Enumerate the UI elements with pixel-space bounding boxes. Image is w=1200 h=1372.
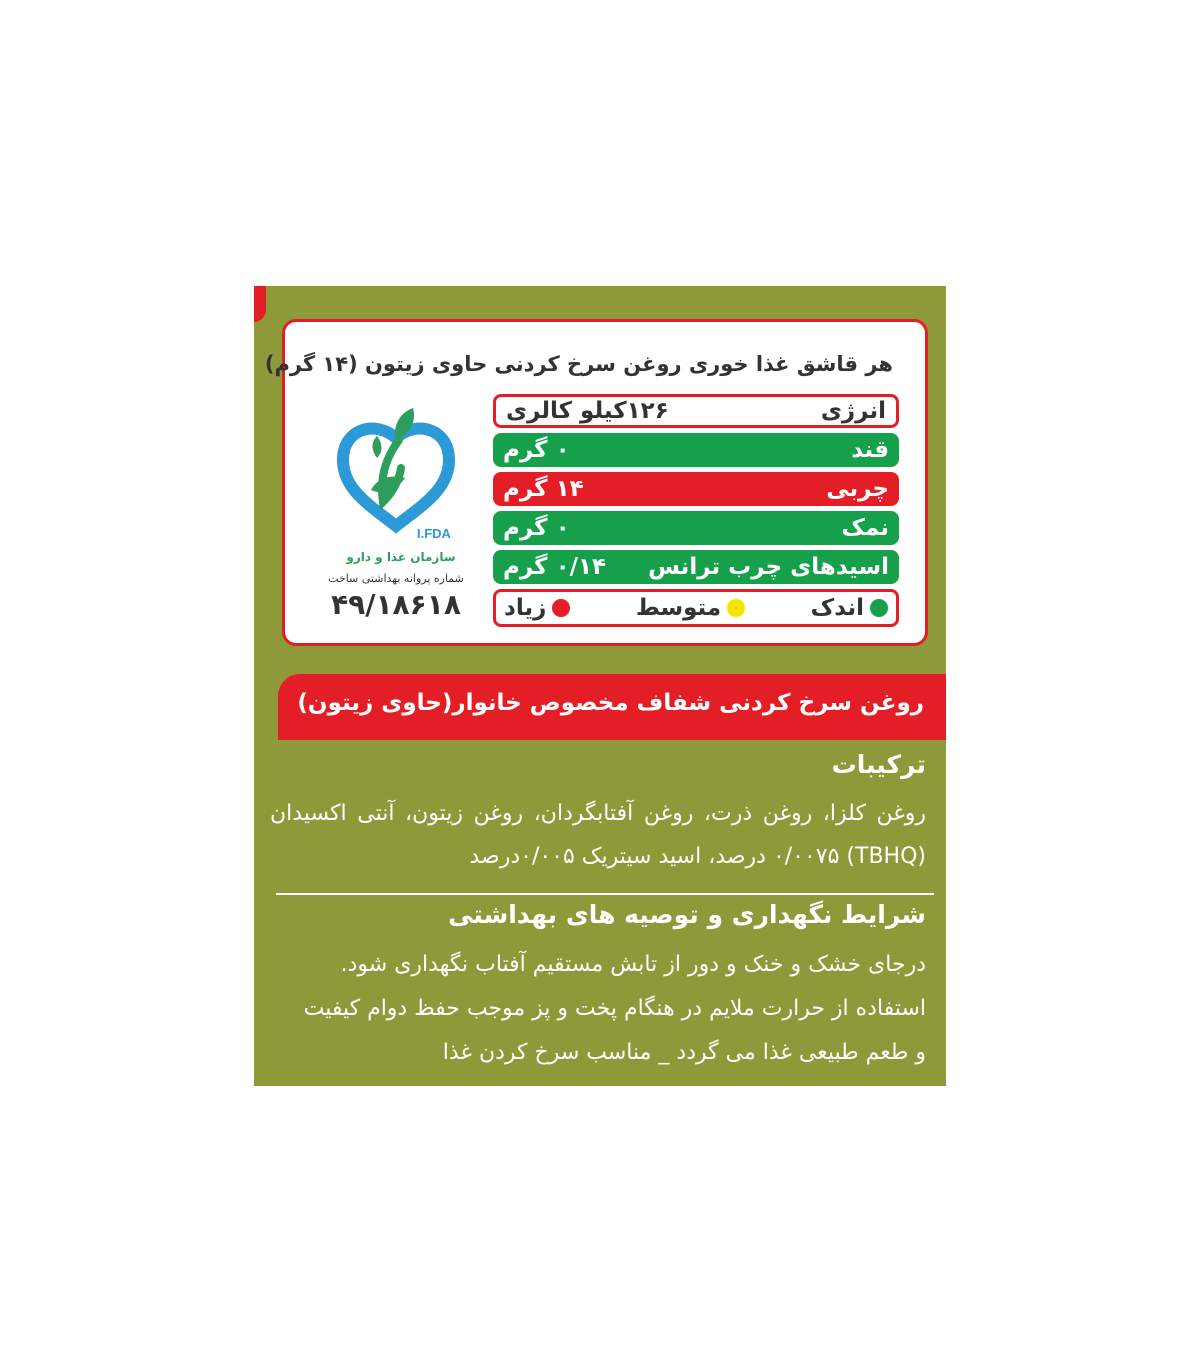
ingredients-text: روغن کلزا، روغن ذرت، روغن آفتابگردان، روغن زیتون، آنتی اکسیدان (TBHQ) ۰/۰۰۷۵ درصد، اسید سیتریک ۰/۰۰۵درصد [270,801,926,869]
nutrient-row-sugar [493,433,899,467]
corner-accent [254,286,266,322]
traffic-light-legend [493,589,899,627]
green-dot-icon [870,599,888,617]
nutrient-value: ۱۴ گرم [503,476,584,502]
nutrition-facts-card [264,319,928,646]
legend-medium-label: متوسط [635,595,722,621]
storage-line-1: درجای خشک و خنک و دور از تابش مستقیم آفتاب نگهداری شود. [340,952,926,977]
ingredients-title: ترکیبات [831,750,926,779]
ifda-logo-block [321,398,471,628]
legend-low [811,595,888,621]
product-name-banner [278,674,946,740]
storage-line-2: استفاده از حرارت ملایم در هنگام پخت و پز موجب حفظ دوام کیفیت [303,996,926,1021]
legend-medium [636,595,745,621]
yellow-dot-icon [727,599,745,617]
nutrient-row-fat [493,472,899,506]
storage-title: شرایط نگهداری و توصیه های بهداشتی [448,900,926,929]
ifda-org-name: سازمان غذا و دارو [346,550,456,564]
license-caption: شماره پروانه بهداشتی ساخت [328,572,464,585]
ifda-abbr: I.FDA [417,526,451,541]
section-divider [276,893,934,895]
nutrient-name: اسیدهای چرب ترانس [648,554,889,580]
legend-high [504,595,570,621]
storage-line-3: و طعم طبیعی غذا می گردد _ مناسب سرخ کردن غذا [442,1040,926,1065]
product-name: روغن سرخ کردنی شفاف مخصوص خانوار(حاوی زیتون) [297,690,924,716]
nutrient-row-energy [493,394,899,428]
nutrient-name: انرژی [820,398,886,424]
nutrient-name: قند [851,437,889,463]
nutrition-facts-title: هر قاشق غذا خوری روغن سرخ کردنی حاوی زیتون (۱۴ گرم) [264,352,893,376]
nutrient-value: ۰ گرم [503,515,570,541]
ifda-logo-icon [321,398,471,548]
nutrient-row-trans-fat [493,550,899,584]
nutrient-value: ۱۲۶کیلو کالری [506,398,669,424]
legend-low-label: اندک [810,595,864,621]
product-label-panel [254,286,946,1086]
red-dot-icon [552,599,570,617]
nutrient-name: چربی [826,476,889,502]
legend-high-label: زیاد [504,595,547,621]
nutrient-name: نمک [841,515,889,541]
nutrient-value: ۰ گرم [503,437,570,463]
nutrition-rows [493,394,899,627]
nutrient-value: ۰/۱۴ گرم [503,554,607,580]
license-number: ۴۹/۱۸۶۱۸ [331,588,461,621]
nutrient-row-salt [493,511,899,545]
